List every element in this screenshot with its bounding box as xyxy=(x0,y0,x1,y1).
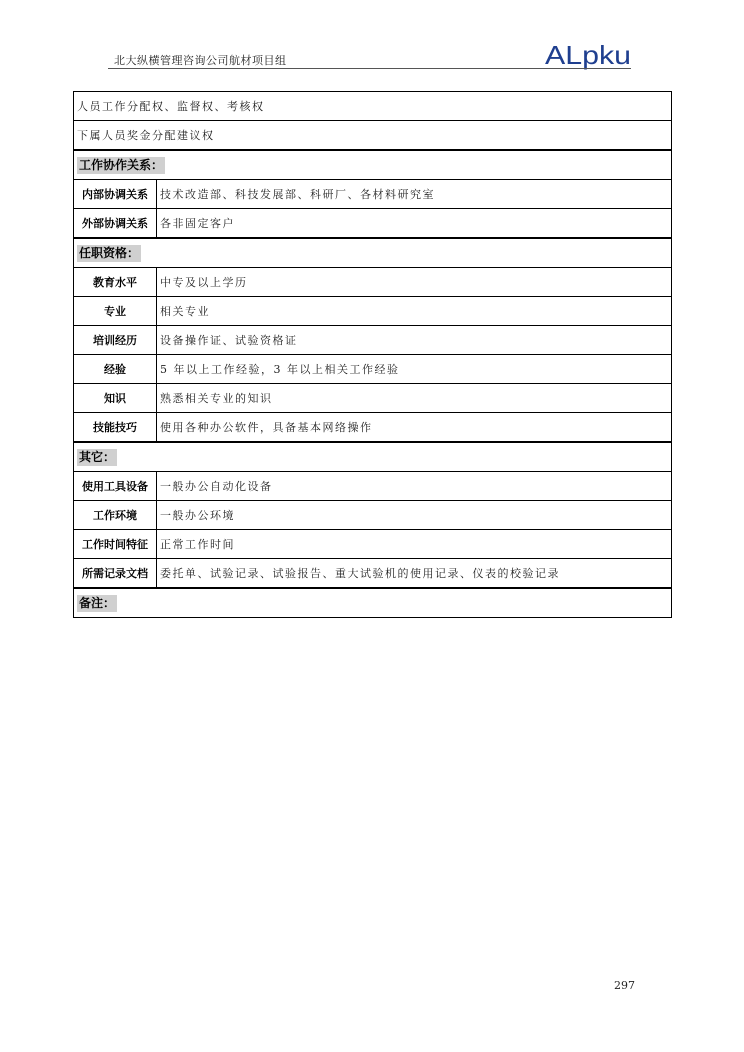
table-row xyxy=(74,297,672,326)
internal-relations-label: 内部协调关系 xyxy=(74,180,157,209)
field-label: 教育水平 xyxy=(74,268,157,297)
field-label: 专业 xyxy=(74,297,157,326)
field-value: 熟悉相关专业的知识 xyxy=(157,384,672,413)
table-row xyxy=(74,355,672,384)
table-row xyxy=(74,384,672,413)
field-label: 使用工具设备 xyxy=(74,472,157,501)
table-row xyxy=(74,121,672,151)
alpku-logo-text: ALpku xyxy=(545,40,631,70)
table-row xyxy=(74,180,672,209)
table-row xyxy=(74,501,672,530)
field-value: 相关专业 xyxy=(157,297,672,326)
field-label: 培训经历 xyxy=(74,326,157,355)
field-label: 工作时间特征 xyxy=(74,530,157,559)
field-value: 设备操作证、试验资格证 xyxy=(157,326,672,355)
table-row xyxy=(74,92,672,121)
table-row xyxy=(74,326,672,355)
section-header-row xyxy=(74,150,672,180)
external-relations-value: 各非固定客户 xyxy=(157,209,672,239)
section-title-other: 其它： xyxy=(79,449,116,464)
section-header-cell xyxy=(74,588,672,618)
field-label: 经验 xyxy=(74,355,157,384)
header-company-name: 北大纵横管理咨询公司航材项目组 xyxy=(114,54,287,67)
internal-relations-value: 技术改造部、科技发展部、科研厂、各材料研究室 xyxy=(157,180,672,209)
section-header-row xyxy=(74,442,672,472)
page-number: 297 xyxy=(614,979,635,992)
field-value: 使用各种办公软件，具备基本网络操作 xyxy=(157,413,672,443)
authority-row: 人员工作分配权、监督权、考核权 xyxy=(74,92,672,121)
external-relations-label: 外部协调关系 xyxy=(74,209,157,239)
field-label: 技能技巧 xyxy=(74,413,157,443)
table-row xyxy=(74,472,672,501)
section-header-row xyxy=(74,588,672,618)
authority-row: 下属人员奖金分配建议权 xyxy=(74,121,672,151)
field-value: 中专及以上学历 xyxy=(157,268,672,297)
field-label: 工作环境 xyxy=(74,501,157,530)
header-divider xyxy=(108,68,631,69)
section-title-notes: 备注： xyxy=(79,595,116,610)
section-title-qualifications: 任职资格： xyxy=(79,245,140,260)
field-value: 委托单、试验记录、试验报告、重大试验机的使用记录、仪表的校验记录 xyxy=(157,559,672,589)
section-header-cell xyxy=(74,238,672,268)
field-label: 知识 xyxy=(74,384,157,413)
field-value: 一般办公自动化设备 xyxy=(157,472,672,501)
section-header-cell xyxy=(74,150,672,180)
alpku-logo-icon xyxy=(545,40,635,70)
field-value: 5 年以上工作经验，3 年以上相关工作经验 xyxy=(157,355,672,384)
alpku-logo xyxy=(545,40,635,70)
field-value: 一般办公环境 xyxy=(157,501,672,530)
table-row xyxy=(74,209,672,239)
table-row xyxy=(74,559,672,589)
job-description-table xyxy=(73,91,672,618)
section-header-row xyxy=(74,238,672,268)
table-row xyxy=(74,268,672,297)
field-value: 正常工作时间 xyxy=(157,530,672,559)
section-title-relations: 工作协作关系： xyxy=(79,157,164,172)
table-row xyxy=(74,530,672,559)
table-row xyxy=(74,413,672,443)
field-label: 所需记录文档 xyxy=(74,559,157,589)
section-header-cell xyxy=(74,442,672,472)
